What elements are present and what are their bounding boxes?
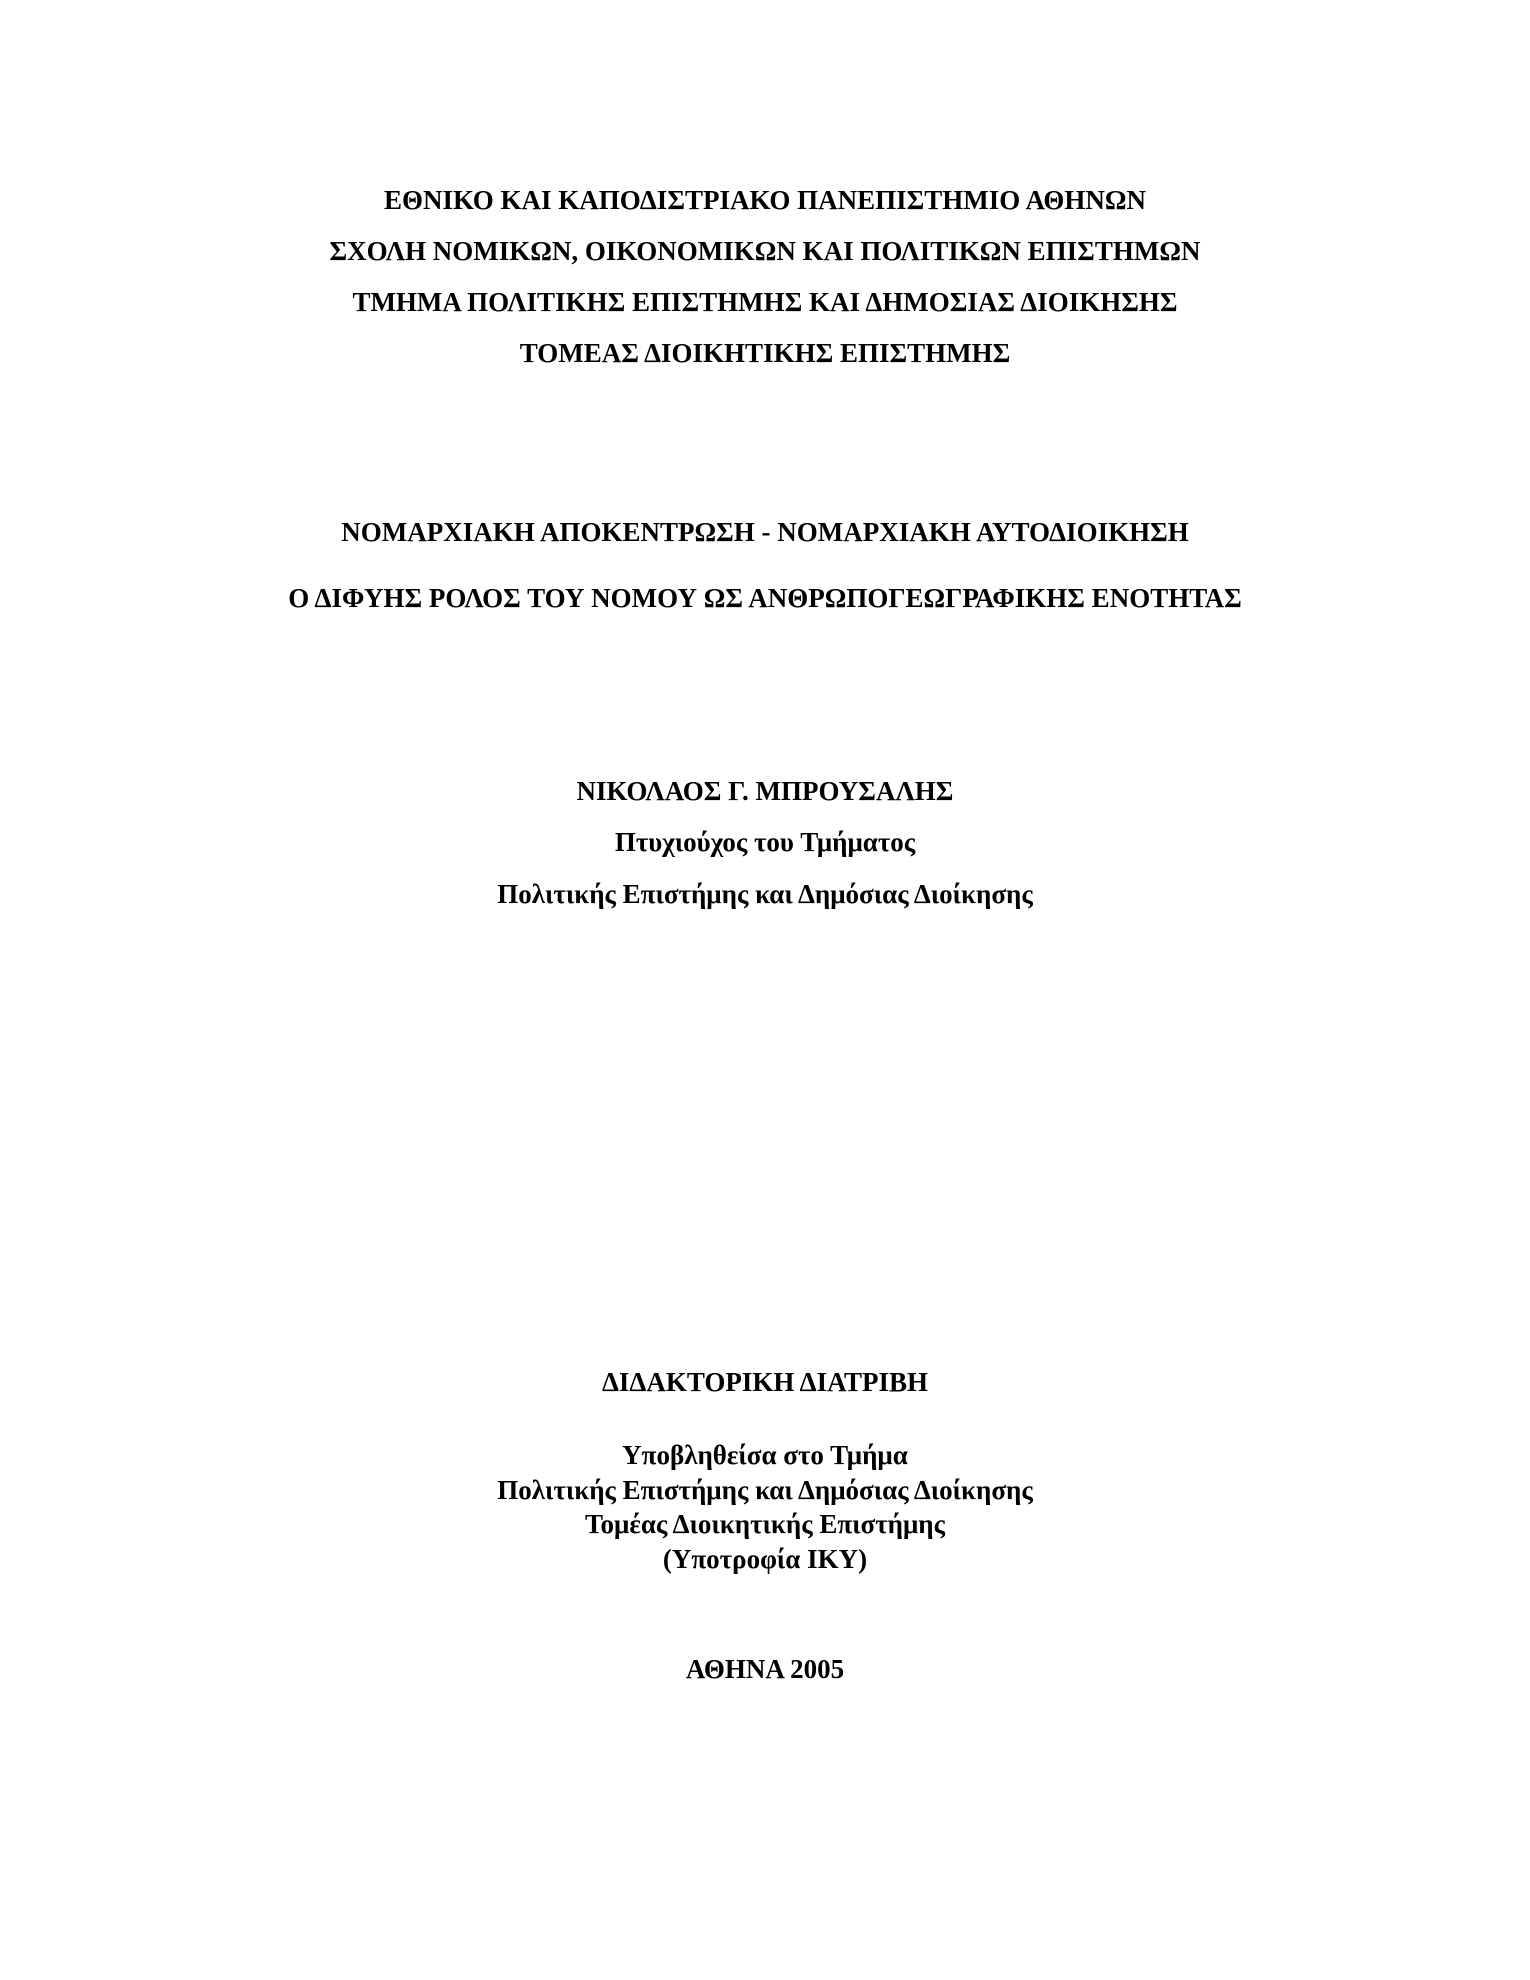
place-date: ΑΘΗΝΑ 2005 [685, 1654, 845, 1684]
author-name: ΝΙΚΟΛΑΟΣ Γ. ΜΠΡΟΥΣΑΛΗΣ [576, 776, 954, 806]
thesis-title-line-1: ΝΟΜΑΡΧΙΑΚΗ ΑΠΟΚΕΝΤΡΩΣΗ - ΝΟΜΑΡΧΙΑΚΗ ΑΥΤΟΔΙΟΙΚΗΣΗ [341, 517, 1189, 547]
author-degree-line-2: Πολιτικής Επιστήμης και Δημόσιας Διοίκησης [497, 879, 1033, 909]
submission-line-4: (Υποτροφία ΙΚΥ) [662, 1544, 868, 1574]
university-name: ΕΘΝΙΚΟ ΚΑΙ ΚΑΠΟΔΙΣΤΡΙΑΚΟ ΠΑΝΕΠΙΣΤΗΜΙΟ ΑΘΗΝΩΝ [383, 185, 1147, 215]
department-name: ΤΜΗΜΑ ΠΟΛΙΤΙΚΗΣ ΕΠΙΣΤΗΜΗΣ ΚΑΙ ΔΗΜΟΣΙΑΣ ΔΙΟΙΚΗΣΗΣ [352, 287, 1178, 317]
document-type: ΔΙΔΑΚΤΟΡΙΚΗ ΔΙΑΤΡΙΒΗ [602, 1367, 928, 1397]
thesis-title-line-2: Ο ΔΙΦΥΗΣ ΡΟΛΟΣ ΤΟΥ ΝΟΜΟΥ ΩΣ ΑΝΘΡΩΠΟΓΕΩΓΡΑΦΙΚΗΣ ΕΝΟΤΗΤΑΣ [288, 583, 1242, 613]
school-name: ΣΧΟΛΗ ΝΟΜΙΚΩΝ, ΟΙΚΟΝΟΜΙΚΩΝ ΚΑΙ ΠΟΛΙΤΙΚΩΝ ΕΠΙΣΤΗΜΩΝ [329, 236, 1201, 266]
submission-line-3: Τομέας Διοικητικής Επιστήμης [584, 1509, 946, 1539]
submission-line-2: Πολιτικής Επιστήμης και Δημόσιας Διοίκησης [497, 1475, 1033, 1505]
sector-name: ΤΟΜΕΑΣ ΔΙΟΙΚΗΤΙΚΗΣ ΕΠΙΣΤΗΜΗΣ [519, 338, 1011, 368]
author-degree-line-1: Πτυχιούχος του Τμήματος [614, 827, 916, 857]
submission-line-1: Υποβληθείσα στο Τμήμα [622, 1440, 908, 1470]
